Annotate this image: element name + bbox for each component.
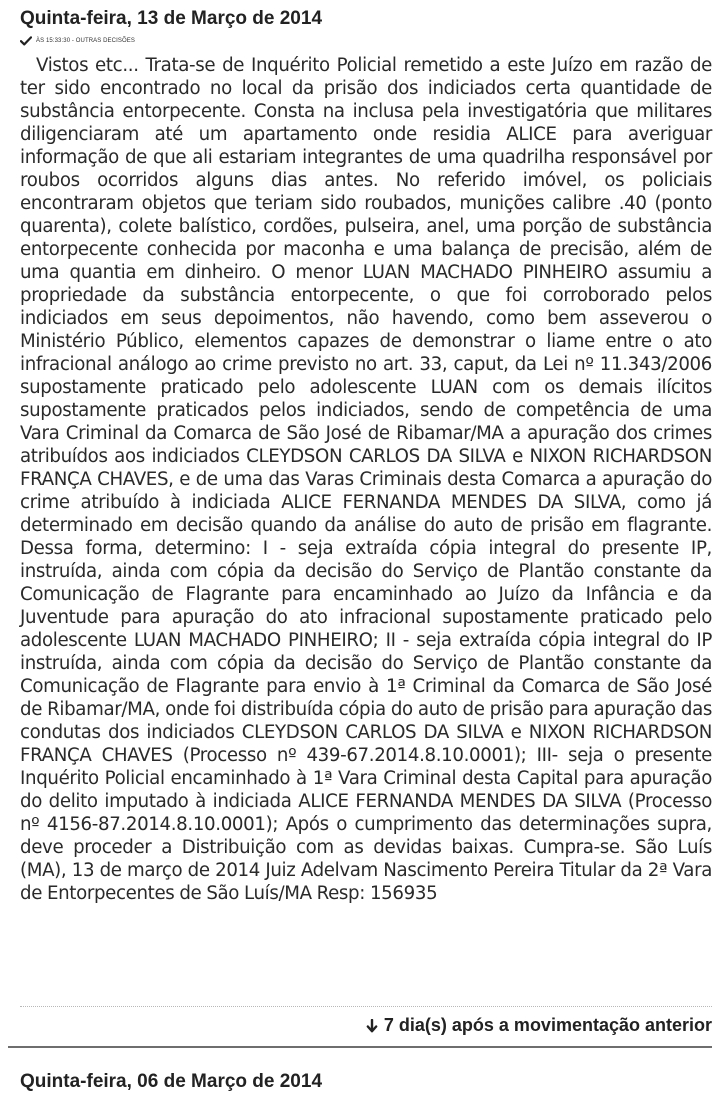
dotted-divider (20, 1006, 712, 1007)
entry-meta (20, 35, 135, 47)
interval-text: 7 dia(s) após a movimentação anterior (383, 1015, 712, 1035)
interval-note (366, 1015, 712, 1036)
checkmark-icon (20, 36, 32, 46)
entry-decision-text: Vistos etc... Trata-se de Inquérito Policial remetido a este Juízo em razão de ter sido encontrado no local da prisão dos indiciados certa quantidade de substância entorpecente. Consta na inclusa pela investigatória que militares diligenciaram até um apartamento onde residia ALICE para averiguar informação de que ali estariam integrantes de uma quadrilha responsável por roubos ocorridos alguns dias antes. No referido imóvel, os policiais encontraram objetos que teriam sido roubados, munições calibre .40 (ponto quarenta), colete balístico, cordões, pulseira, anel, uma porção de substância entorpecente conhecida por maconha e uma balança de precisão, além de uma quantia em dinheiro. O menor LUAN MACHADO PINHEIRO assumiu a propriedade da substância entorpecente, o que foi corroborado pelos indiciados em seus depoimentos, não havendo, como bem asseverou o Ministério Público, elementos capazes de demonstrar o liame entre o ato infracional análogo ao crime previsto no art. 33, caput, da Lei nº 11.343/2006 supostamente praticado pelo adolescente LUAN com os demais ilícitos supostamente praticados pelos indiciados, sendo de competência de uma Vara Criminal da Comarca de São José de Ribamar/MA a apuração dos crimes atribuídos aos indiciados CLEYDSON CARLOS DA SILVA e NIXON RICHARDSON FRANÇA CHAVES, e de uma das Varas Criminais desta Comarca a apuração do crime atribuído à indiciada ALICE FERNANDA MENDES DA SILVA, como já determinado em decisão quando da análise do auto de prisão em flagrante. Dessa forma, determino: I - seja extraída cópia integral do presente IP, instruída, ainda com cópia da decisão do Serviço de Plantão constante da Comunicação de Flagrante para encaminhado ao Juízo da Infância e da Juventude para apuração do ato infracional supostamente praticado pelo adolescente LUAN MACHADO PINHEIRO; II - seja extraída cópia integral do IP instruída, ainda com cópia da decisão do Serviço de Plantão constante da Comunicação de Flagrante para envio à 1ª Criminal da Comarca de São José de Ribamar/MA, onde foi distribuída cópia do auto de prisão para apuração das condutas dos indiciados CLEYDSON CARLOS DA SILVA e NIXON RICHARDSON FRANÇA CHAVES (Processo nº 439-67.2014.8.10.0001); III- seja o presente Inquérito Policial encaminhado à 1ª Vara Criminal desta Capital para apuração do delito imputado à indiciada ALICE FERNANDA MENDES DA SILVA (Processo nº 4156-87.2014.8.10.0001); Após o cumprimento das determinações supra, deve proceder a Distribuição com as devidas baixas. Cumpra-se. São Luís (MA), 13 de março de 2014 Juiz Adelvam Nascimento Pereira Titular da 2ª Vara de Entorpecentes de São Luís/MA Resp: 156935 (20, 55, 712, 904)
entry-date-header: Quinta-feira, 13 de Março de 2014 (20, 8, 323, 29)
entry-meta-text: ÀS 15:33:30 - OUTRAS DECISÕES (36, 38, 135, 44)
arrow-down-icon (366, 1019, 378, 1033)
next-entry-date-header: Quinta-feira, 06 de Março de 2014 (20, 1071, 323, 1092)
entry-divider (8, 1046, 712, 1048)
